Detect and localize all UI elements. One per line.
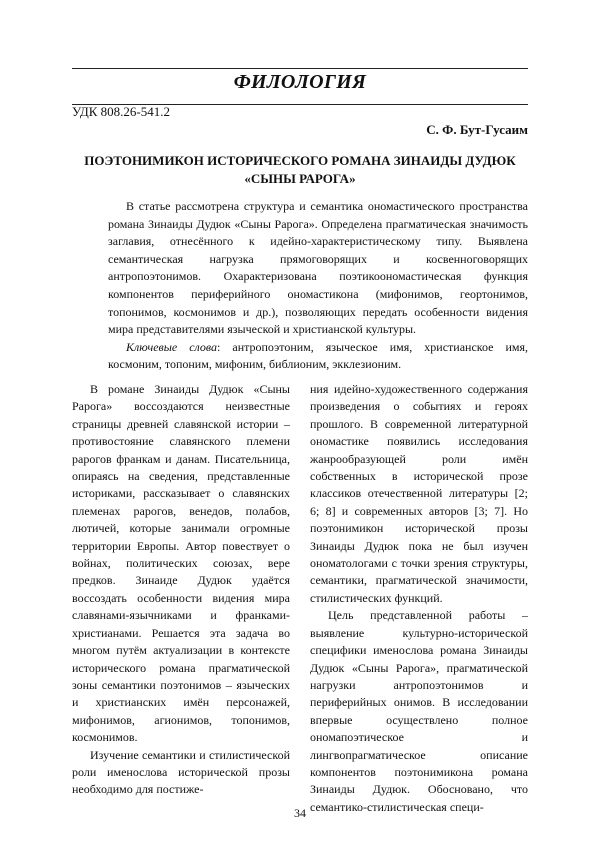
keywords-label: Ключевые слова xyxy=(126,340,217,354)
body-column-left xyxy=(72,381,290,799)
body-paragraph: В романе Зинаиды Дудюк «Сыны Рарога» воссоздаются неизвестные страницы древней славянской истории – противостояние славянского племени рарогов франкам и данам. Писательница, опираясь на сведения, представленные историками, рассказывает о славянских племенах рарогов, венедов, полабов, лютичей, которые занимали огромные территории Европы. Автор повествует о войнах, политических союзах, вере предков. Зинаиде Дудюк удаётся воссоздать особенности видения мира славянами-язычниками и франками-христианами. Решается эта задача во многом путём актуализации в контексте исторического романа прагматической зоны семантики поэтонимов – языческих и христианских имён персонажей, мифонимов, агионимов, топонимов, космонимов. xyxy=(72,381,290,747)
body-paragraph: Изучение семантики и стилистической роли именослова исторической прозы необходимо для постиже- xyxy=(72,747,290,799)
body-paragraph: ния идейно-художественного содержания произведения о событиях и героях прошлого. В современной литературной ономастике появились исследования жанрообразующей роли имён собственных в исторической прозе классиков отечественной литературы [2; 6; 8] и современных авторов [3; 7]. Но поэтонимикон исторической прозы Зинаиды Дудюк пока не был изучен ономатологами с точки зрения структуры, семантики, прагматической значимости, стилистических функций. xyxy=(310,381,528,607)
header-rule-top xyxy=(72,68,528,69)
abstract-text: В статье рассмотрена структура и семантика ономастического пространства романа Зинаиды Дудюк «Сыны Рарога». Определена прагматическая значимость заглавия, отнесённого к идейно-характеристическому типу. Выявлена семантическая нагрузка прямоговорящих и косвенноговорящих антропоэтонимов. Охарактеризована поэтикоономастическая функция компонентов периферийного ономастикона (мифонимов, геортонимов, топонимов, космонимов и др.), позволяющих передать особенности видения мира представителями языческой и христианской культуры. xyxy=(108,198,528,339)
section-title: ФИЛОЛОГИЯ xyxy=(72,71,528,94)
page-number: 34 xyxy=(0,806,600,821)
author-name: С. Ф. Бут-Гусаим xyxy=(426,122,528,138)
abstract xyxy=(108,198,528,374)
body-column-right xyxy=(310,381,528,816)
article-title: ПОЭТОНИМИКОН ИСТОРИЧЕСКОГО РОМАНА ЗИНАИДЫ ДУДЮК «СЫНЫ РАРОГА» xyxy=(72,152,528,188)
body-paragraph: Цель представленной работы – выявление культурно-исторической специфики именослова романа Зинаиды Дудюк «Сыны Рарога», прагматической нагрузки антропоэтонимов и периферийных онимов. В исследовании впервые осуществлено полное ономапоэтическое и лингвопрагматическое описание компонентов поэтонимикона романа Зинаиды Дудюк. Обосновано, что семантико-стилистическая специ- xyxy=(310,607,528,816)
keywords-list: : антропоэтоним, языческое имя, христианское имя, космоним, топоним, мифоним, библионим, экклезионим. xyxy=(108,340,528,372)
keywords xyxy=(108,339,528,374)
udc-code: УДК 808.26-541.2 xyxy=(72,104,170,120)
